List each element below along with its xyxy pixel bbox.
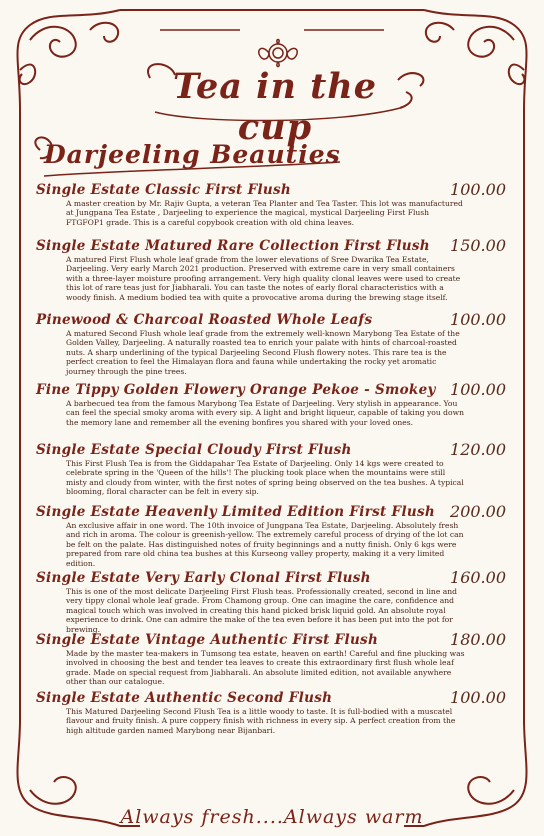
item-description: This First Flush Tea is from the Giddapahar Tea Estate of Darjeeling. Only 14 kgs were created to celebrate spring in the 'Queen of the hills'! The plucking took place when the mountains were still misty and cloudy from winter, with the first notes of spring being observed on the tea bushes. A typical blooming, floral character can be felt in every sip. bbox=[66, 459, 464, 497]
item-name: Single Estate Special Cloudy First Flush bbox=[36, 442, 352, 458]
item-description: This is one of the most delicate Darjeeling First Flush teas. Professionally created, second in line and very tippy clonal whole leaf grade. From Chamong group. One can imagine the care, confidence and magical touch which was involved in creating this hand picked brisk liquid gold. An absolute royal experience to drink. One can admire the make of the tea even before it has been put into the pot for brewing. bbox=[66, 587, 458, 634]
title-block bbox=[140, 62, 410, 148]
item-name: Single Estate Very Early Clonal First Flush bbox=[36, 570, 371, 586]
item-price: 160.00 bbox=[450, 568, 506, 587]
item-price: 150.00 bbox=[450, 236, 506, 255]
item-name: Single Estate Classic First Flush bbox=[36, 182, 292, 198]
footer-tagline: Always fresh....Always warm bbox=[120, 806, 424, 828]
item-description: An exclusive affair in one word. The 10th invoice of Jungpana Tea Estate, Darjeeling. Absolutely fresh and rich in aroma. The colour is greenish-yellow. The extremely careful process of drying of the lot can be felt on the palate. Has distinguished notes of fruity beginnings and a nutty finish. Only 6 kgs were prepared from rare old china tea bushes at this Kurseong valley property, making it a very limited edition. bbox=[66, 521, 464, 568]
item-price: 100.00 bbox=[450, 688, 506, 707]
item-description: A matured Second Flush whole leaf grade from the extremely well-known Marybong Tea Estate of the Golden Valley, Darjeeling. A naturally roasted tea to enrich your palate with hints of charcoal-roasted nuts. A sharp underlining of the typical Darjeeling Second Flush flowery notes. This rare tea is the perfect creation to feel the Himalayan flora and fauna while undertaking the rocky yet aromatic journey through the pine trees. bbox=[66, 329, 460, 376]
section-block bbox=[30, 138, 350, 182]
item-price: 100.00 bbox=[450, 180, 506, 199]
item-description: Made by the master tea-makers in Tumsong tea estate, heaven on earth! Careful and fine plucking was involved in choosing the best and tender tea leaves to create this extraordinary first flush whole leaf grade. Made on special request from Jiabharali. An absolute limited edition, not available anywhere other than our catalogue. bbox=[66, 649, 465, 687]
item-name: Single Estate Authentic Second Flush bbox=[36, 690, 333, 706]
item-price: 100.00 bbox=[450, 380, 506, 399]
item-name: Pinewood & Charcoal Roasted Whole Leafs bbox=[36, 312, 373, 328]
item-name: Single Estate Vintage Authentic First Flush bbox=[36, 632, 379, 648]
item-description: This Matured Darjeeling Second Flush Tea is a little woody to taste. It is full-bodied with a muscatel flavour and fruity finish. A pure coppery finish with richness in every sip. A perfect creation from the high altitude garden named Marybong near Bijanbari. bbox=[66, 707, 456, 735]
item-name: Single Estate Heavenly Limited Edition First Flush bbox=[36, 504, 436, 520]
item-price: 200.00 bbox=[450, 502, 506, 521]
item-description: A barbecued tea from the famous Marybong Tea Estate of Darjeeling. Very stylish in appearance. You can feel the special smoky aroma with every sip. A light and bright liqueur, capable of taking you down the memory lane and remember all the evening bonfires you shared with your loved ones. bbox=[66, 399, 464, 427]
item-price: 100.00 bbox=[450, 310, 506, 329]
item-price: 120.00 bbox=[450, 440, 506, 459]
item-description: A matured First Flush whole leaf grade from the lower elevations of Sree Dwarika Tea Estate, Darjeeling. Very early March 2021 production. Preserved with extreme care in very small containers with a three-layer moisture proofing arrangement. Very high quality clonal leaves were used to create this lot of rare teas just for Jiabharali. You can taste the notes of early floral characteristics with a woody finish. A medium bodied tea with quite a provocative aroma during the brewing stage itself. bbox=[66, 255, 461, 302]
page-title: Tea in the cup bbox=[173, 66, 377, 148]
item-price: 180.00 bbox=[450, 630, 506, 649]
item-description: A master creation by Mr. Rajiv Gupta, a veteran Tea Planter and Tea Taster. This lot was manufactured at Jungpana Tea Estate , Darjeeling to experience the magical, mystical Darjeeling First Flush FTGFOP1 grade. This is a careful copybook creation with old china leaves. bbox=[66, 199, 463, 227]
item-name: Single Estate Matured Rare Collection First Flush bbox=[36, 238, 430, 254]
item-name: Fine Tippy Golden Flowery Orange Pekoe - Smokey bbox=[36, 382, 436, 398]
section-title: Darjeeling Beauties bbox=[44, 140, 341, 169]
